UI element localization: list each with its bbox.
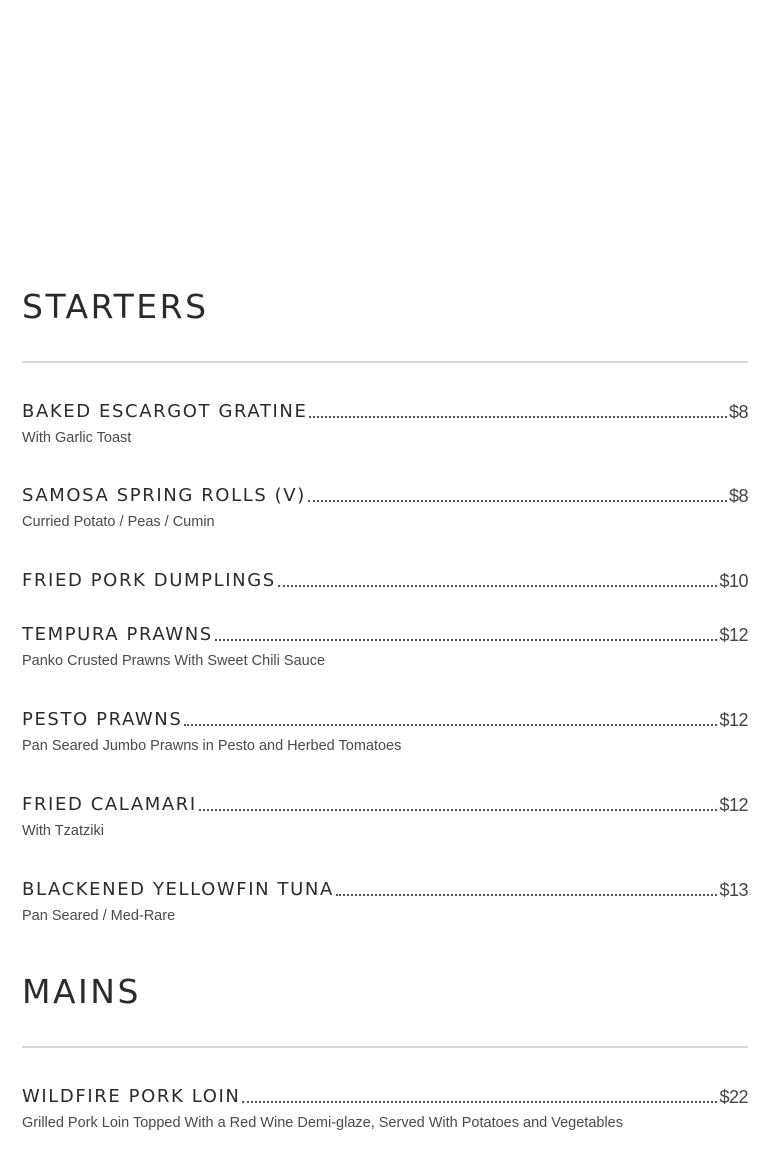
item-description: Grilled Pork Loin Topped With a Red Wine Demi-glaze, Served With Potatoes and Vegetables	[22, 1115, 623, 1131]
item-name: TEMPURA PRAWNS	[22, 624, 213, 645]
menu-item-blackened-yellowfin-tuna	[22, 877, 748, 925]
section-title-mains: MAINS	[22, 972, 141, 1011]
section-title-starters: STARTERS	[22, 287, 209, 326]
item-price: $22	[719, 1087, 748, 1107]
item-price: $13	[719, 880, 748, 900]
item-description: Pan Seared Jumbo Prawns in Pesto and Herbed Tomatoes	[22, 738, 402, 754]
menu-item-fried-pork-dumplings	[22, 568, 748, 592]
item-price: $12	[719, 710, 748, 730]
dot-leader	[184, 724, 717, 726]
dot-leader	[309, 416, 727, 418]
menu-item-fried-calamari	[22, 792, 748, 840]
dot-leader	[242, 1101, 717, 1103]
menu-item-baked-escargot-gratine	[22, 399, 748, 447]
section-divider	[22, 361, 748, 363]
item-name: SAMOSA SPRING ROLLS (V)	[22, 485, 306, 506]
item-description: With Tzatziki	[22, 823, 104, 839]
item-price: $8	[728, 402, 748, 422]
menu-item-samosa-spring-rolls	[22, 483, 748, 531]
item-price: $12	[719, 795, 748, 815]
item-name: FRIED PORK DUMPLINGS	[22, 570, 276, 591]
menu-item-wildfire-pork-loin	[22, 1084, 748, 1132]
item-name: FRIED CALAMARI	[22, 794, 197, 815]
item-price: $8	[728, 486, 748, 506]
dot-leader	[199, 809, 718, 811]
dot-leader	[308, 500, 727, 502]
item-name: WILDFIRE PORK LOIN	[22, 1086, 241, 1107]
dot-leader	[336, 894, 718, 896]
item-price: $10	[719, 571, 748, 591]
item-description: Pan Seared / Med-Rare	[22, 908, 176, 924]
item-description: Curried Potato / Peas / Cumin	[22, 514, 215, 530]
dot-leader	[278, 585, 718, 587]
menu-item-tempura-prawns	[22, 622, 748, 670]
item-name: PESTO PRAWNS	[22, 709, 183, 730]
dot-leader	[215, 639, 718, 641]
item-name: BAKED ESCARGOT GRATINE	[22, 401, 308, 422]
item-description: Panko Crusted Prawns With Sweet Chili Sauce	[22, 653, 326, 669]
item-price: $12	[719, 625, 748, 645]
item-description: With Garlic Toast	[22, 430, 132, 446]
menu-item-pesto-prawns	[22, 707, 748, 755]
item-name: BLACKENED YELLOWFIN TUNA	[22, 879, 334, 900]
section-divider	[22, 1046, 748, 1048]
